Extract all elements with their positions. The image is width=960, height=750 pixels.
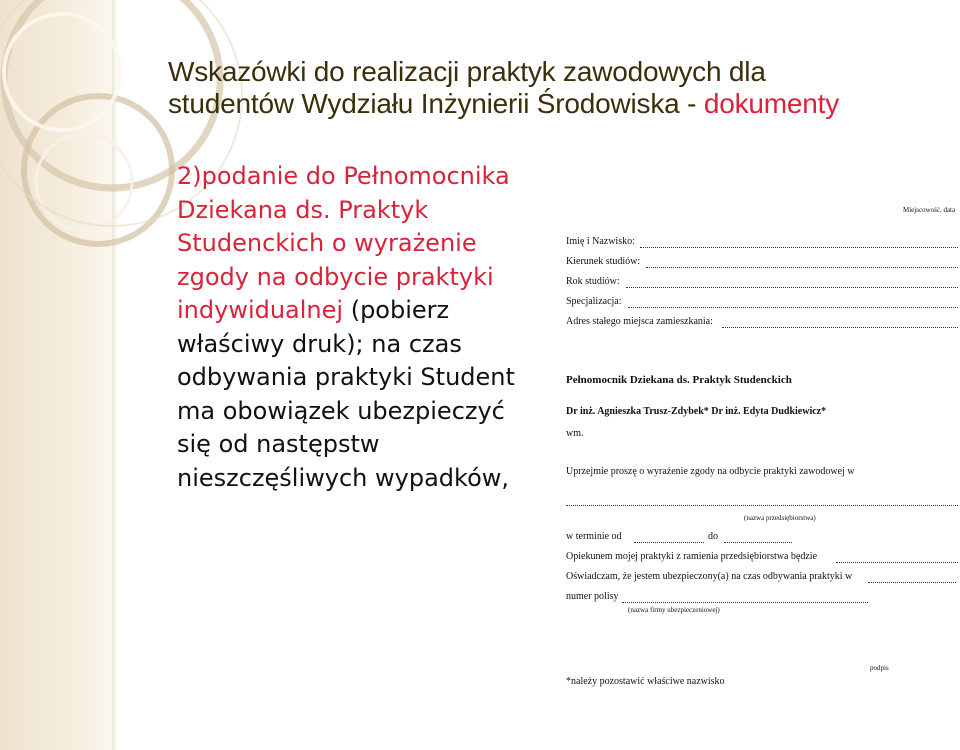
instruction-text xyxy=(177,160,517,495)
form-supervisor-text: Opiekunem mojej praktyki z ramienia przedsiębiorstwa będzie xyxy=(566,551,818,562)
title-line-2-text: studentów Wydziału Inżynierii Środowiska - xyxy=(168,88,704,119)
form-term-to-dots xyxy=(724,542,792,543)
form-request-text: Uprzejmie proszę o wyrażenie zgody na odbycie praktyki zawodowej w xyxy=(566,466,855,477)
title-line-1: Wskazówki do realizacji praktyk zawodowych dla xyxy=(168,56,766,87)
form-field-study-dots xyxy=(646,267,958,268)
instruction-red-part: 2)podanie do Pełnomocnika Dziekana ds. Praktyk Studenckich o wyrażenie zgody na odbycie praktyki indywidualnej xyxy=(177,162,510,324)
form-footnote: *należy pozostawić właściwe nazwisko xyxy=(566,676,725,687)
form-recipient-place: wm. xyxy=(566,428,584,439)
form-term-from-dots xyxy=(634,542,704,543)
form-field-study: Kierunek studiów: xyxy=(566,256,641,267)
instruction-dark-part: (pobierz właściwy druk); na czas odbywania praktyki Student ma obowiązek ubezpieczyć się od następstw nieszczęśliwych wypadków, xyxy=(177,296,515,492)
form-field-address-dots xyxy=(722,327,958,328)
form-company-caption: (nazwa przedsiębiorstwa) xyxy=(744,514,816,522)
form-document-image xyxy=(548,200,960,700)
page-title xyxy=(168,56,928,120)
form-field-address: Adres stałego miejsca zamieszkania: xyxy=(566,316,713,327)
form-term-to: do xyxy=(708,531,718,542)
form-insurance-dots xyxy=(868,582,956,583)
form-recipient-title: Pełnomocnik Dziekana ds. Praktyk Studenckich xyxy=(566,374,792,386)
form-policy-text: numer polisy xyxy=(566,591,619,602)
form-place-date-label: Miejscowość, data xyxy=(903,206,956,214)
form-company-dots xyxy=(566,505,958,506)
form-supervisor-dots xyxy=(836,562,958,563)
form-field-specialization-dots xyxy=(628,307,958,308)
form-field-name-dots xyxy=(640,247,958,248)
form-field-year: Rok studiów: xyxy=(566,276,620,287)
form-insurer-caption: (nazwa firmy ubezpieczeniowej) xyxy=(628,606,720,614)
form-field-year-dots xyxy=(626,287,958,288)
title-accent-word: dokumenty xyxy=(703,88,839,119)
form-field-specialization: Specjalizacja: xyxy=(566,296,622,307)
form-term-from: w terminie od xyxy=(566,531,622,542)
form-recipient-names: Dr inż. Agnieszka Trusz-Zdybek* Dr inż. Edyta Dudkiewicz* xyxy=(566,406,827,417)
title-line-2 xyxy=(168,88,928,120)
form-insurance-text: Oświadczam, że jestem ubezpieczony(a) na czas odbywania praktyki w xyxy=(566,571,853,582)
form-signature-label: podpis xyxy=(870,664,889,672)
form-field-name: Imię i Nazwisko: xyxy=(566,236,635,247)
form-policy-dots xyxy=(622,602,868,603)
